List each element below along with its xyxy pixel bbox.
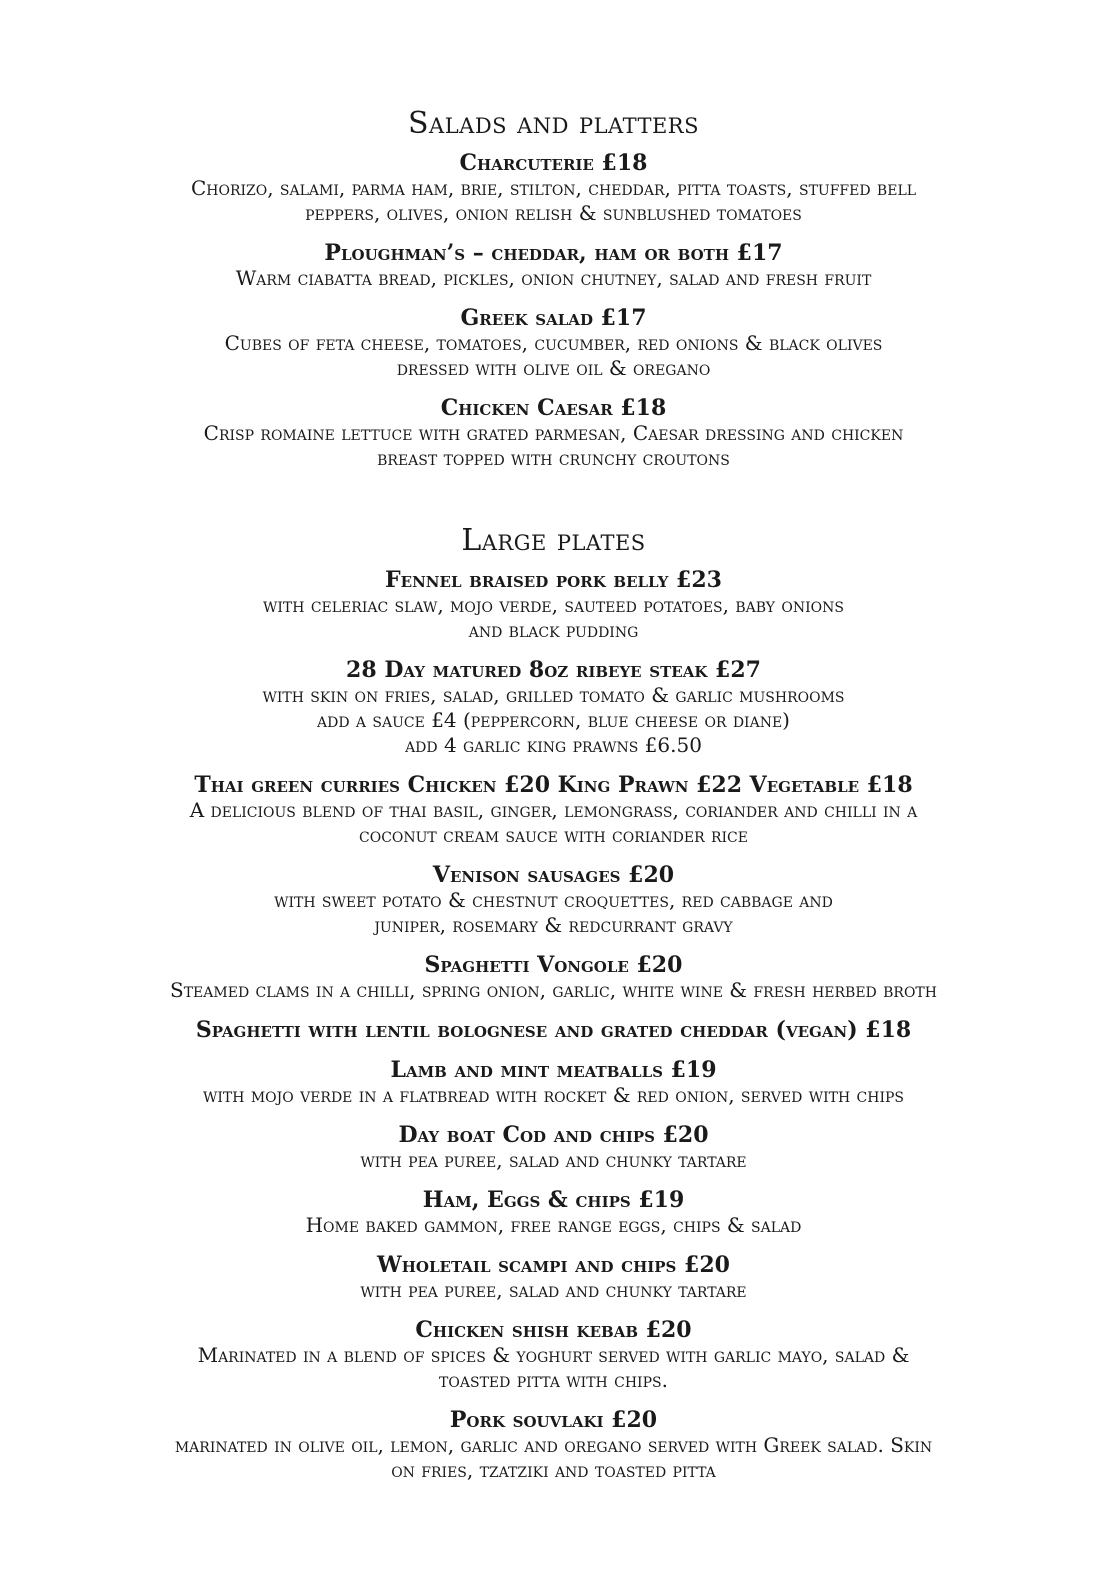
item-description: with sweet potato & chestnut croquettes, red cabbage and juniper, rosemary & redcurrant gravy [274,888,833,937]
menu-page [0,104,1107,1497]
menu-item [0,150,1107,226]
item-description: Steamed clams in a chilli, spring onion, garlic, white wine & fresh herbed broth [170,978,937,1002]
item-description: with skin on fries, salad, grilled tomato & garlic mushrooms add a sauce £4 (peppercorn, blue cheese or diane) add 4 garlic king prawns £6.50 [262,683,845,757]
menu-item [0,772,1107,848]
item-name: Ploughman’s – cheddar, ham or both £17 [324,240,783,266]
item-name: Greek salad £17 [460,305,647,331]
menu-item [0,1017,1107,1043]
item-name: Chicken shish kebab £20 [415,1317,692,1343]
item-name: Fennel braised pork belly £23 [385,567,722,593]
item-name: Day boat Cod and chips £20 [398,1122,709,1148]
menu-item [0,862,1107,938]
menu-item [0,1317,1107,1393]
item-name: 28 Day matured 8oz ribeye steak £27 [346,657,761,683]
menu-item [0,657,1107,758]
menu-item [0,1187,1107,1238]
item-name: Venison sausages £20 [432,862,675,888]
menu-item [0,1407,1107,1483]
menu-item [0,567,1107,643]
menu-item [0,305,1107,381]
item-description: with mojo verde in a flatbread with rocket & red onion, served with chips [203,1083,904,1107]
item-name: Ham, Eggs & chips £19 [422,1187,685,1213]
item-description: Chorizo, salami, parma ham, brie, stilton, cheddar, pitta toasts, stuffed bell peppers, olives, onion relish & sunblushed tomatoes [190,176,917,225]
section-large-plates [0,521,1107,1483]
item-description: Crisp romaine lettuce with grated parmesan, Caesar dressing and chicken breast topped with crunchy croutons [203,421,904,470]
item-description: Marinated in a blend of spices & yoghurt served with garlic mayo, salad & toasted pitta with chips. [197,1343,910,1392]
item-name: Spaghetti with lentil bolognese and grated cheddar (vegan) £18 [195,1017,912,1043]
item-name: Pork souvlaki £20 [449,1407,658,1433]
item-name: Charcuterie £18 [459,150,648,176]
item-name: Chicken Caesar £18 [440,395,667,421]
item-description: A delicious blend of thai basil, ginger, lemongrass, coriander and chilli in a coconut cream sauce with coriander rice [189,798,918,847]
section-title: Large plates [461,523,646,558]
menu-item [0,395,1107,471]
item-description: Home baked gammon, free range eggs, chips & salad [305,1213,802,1237]
menu-item [0,1252,1107,1303]
section-title: Salads and platters [407,106,700,141]
menu-item [0,1057,1107,1108]
item-description: with celeriac slaw, mojo verde, sauteed potatoes, baby onions and black pudding [263,593,844,642]
item-name: Wholetail scampi and chips £20 [377,1252,730,1278]
item-description: Cubes of feta cheese, tomatoes, cucumber, red onions & black olives dressed with olive oil & oregano [224,331,883,380]
item-description: marinated in olive oil, lemon, garlic and oregano served with Greek salad. Skin on fries, tzatziki and toasted pitta [174,1433,933,1482]
menu-item [0,240,1107,291]
section-salads [0,104,1107,471]
item-name: Spaghetti Vongole £20 [424,952,683,978]
item-description: with pea puree, salad and chunky tartare [360,1148,747,1172]
item-name: Lamb and mint meatballs £19 [390,1057,717,1083]
item-name: Thai green curries Chicken £20 King Prawn £22 Vegetable £18 [194,772,913,798]
menu-item [0,952,1107,1003]
menu-item [0,1122,1107,1173]
item-description: Warm ciabatta bread, pickles, onion chutney, salad and fresh fruit [235,266,872,290]
item-description: with pea puree, salad and chunky tartare [360,1278,747,1302]
